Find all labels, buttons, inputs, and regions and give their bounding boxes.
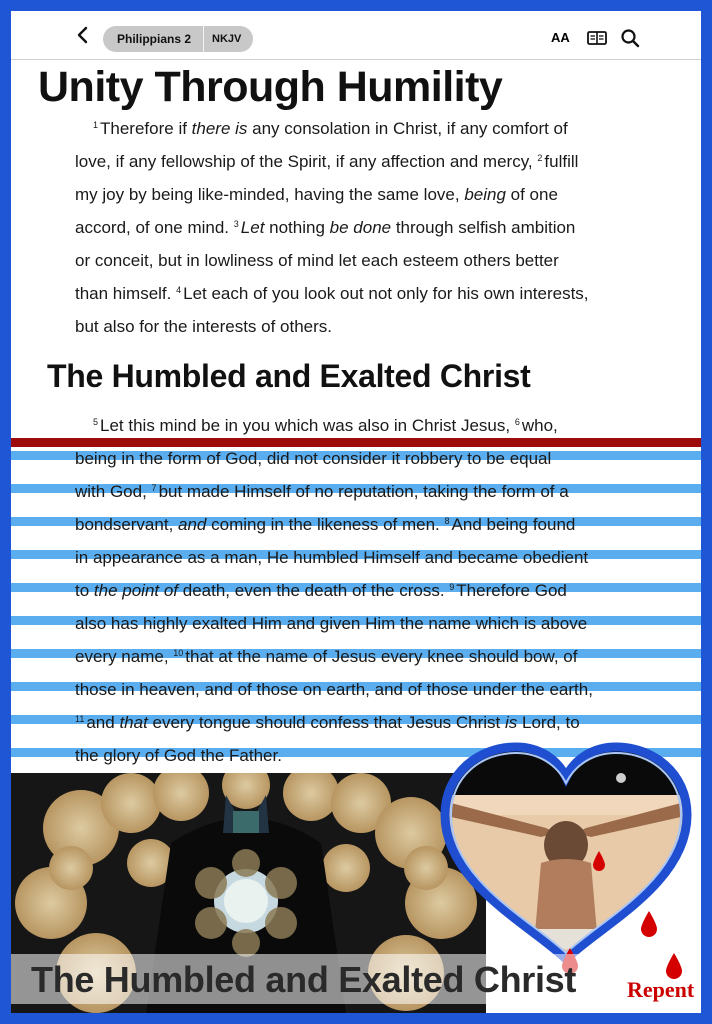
verse-text: than himself. [75,284,177,303]
verse-line [75,442,675,475]
verse-text: of one [505,185,558,204]
verse-number: 11 [75,714,85,724]
verse-text: that at the name of Jesus every knee should bow, of [185,647,578,666]
verse-text: bondservant, [75,515,179,534]
verse-text: And being found [451,515,576,534]
italic-text: Let [240,218,265,237]
verse-line [75,607,675,640]
verse-text: coming in the likeness of men. [206,515,445,534]
verse-line [75,277,675,310]
verse-text: but also for the interests of others. [75,317,333,336]
verse-number: 9 [449,582,455,592]
verse-number: 10 [173,648,184,658]
verse-text: who, [521,416,558,435]
verse-text: Let each of you look out not only for his own interests, [183,284,589,303]
italic-text: there is [191,119,248,138]
blood-drop-icon [638,909,660,939]
verse-line [75,178,675,211]
font-size-button[interactable]: AA [551,30,570,45]
italic-text: being [464,185,506,204]
verse-text: every tongue should confess that Jesus Christ [147,713,505,732]
verse-line [75,112,675,145]
search-icon[interactable] [619,27,641,49]
verse-number: 7 [151,483,157,493]
verse-number: 1 [93,120,99,130]
verse-line [75,640,675,673]
verse-text: fulfill [544,152,579,171]
verse-line [75,211,675,244]
verse-text: or conceit, but in lowliness of mind let each esteem others better [75,251,559,270]
verse-text: with God, [75,482,152,501]
book-chapter-button[interactable]: Philippians 2 [103,26,204,52]
heart-crucifix-image [431,733,701,971]
verse-text: being in the form of God, did not consider it robbery to be equal [75,449,552,468]
italic-text: and [178,515,207,534]
verse-line [75,244,675,277]
chevron-left-icon[interactable] [71,23,95,47]
verse-number: 2 [537,153,543,163]
verse-text: love, if any fellowship of the Spirit, if any affection and mercy, [75,152,538,171]
verse-line [75,574,675,607]
verse-text: the glory of God the Father. [75,746,282,765]
verse-text: my joy by being like-minded, having the same love, [75,185,465,204]
verse-number: 3 [233,219,239,229]
verse-text: to [75,581,94,600]
verse-number: 6 [514,417,520,427]
verse-line [75,541,675,574]
overlay-caption-title: The Humbled and Exalted Christ [31,959,577,1000]
verse-text: Therefore if [100,119,192,138]
repent-label: Repent [627,977,695,1002]
verse-number: 5 [93,417,99,427]
verse-text: Lord, to [517,713,580,732]
verse-text: through selfish ambition [391,218,576,237]
verse-text: but made Himself of no reputation, taking the form of a [158,482,569,501]
section-heading-unity: Unity Through Humility [38,63,503,111]
section-heading-humbled-christ: The Humbled and Exalted Christ [47,358,531,394]
passage-selector [103,26,253,52]
version-button[interactable]: NKJV [212,33,242,45]
verse-text: Therefore God [456,581,567,600]
italic-text: that [119,713,148,732]
verse-text: also has highly exalted Him and given Him the name which is above [75,614,588,633]
verse-text: those in heaven, and of those on earth, and of those under the earth, [75,680,593,699]
verse-number: 4 [176,285,182,295]
verse-line [75,310,675,343]
verse-line [75,508,675,541]
italic-text: is [505,713,518,732]
verse-text: in appearance as a man, He humbled Himself and became obedient [75,548,589,567]
top-nav-bar [11,11,701,60]
book-icon[interactable] [586,27,608,49]
verse-line [75,409,675,442]
verse-text: death, even the death of the cross. [178,581,450,600]
verse-text: accord, of one mind. [75,218,234,237]
paragraph-verses-5-11 [75,409,675,772]
page-frame [11,11,701,1013]
italic-text: be done [329,218,392,237]
verse-text: every name, [75,647,174,666]
italic-text: the point of [93,581,179,600]
verse-line [75,145,675,178]
verse-line [75,475,675,508]
verse-line [75,673,675,706]
paragraph-verses-1-4 [75,112,675,343]
verse-text: Let this mind be in you which was also in Christ Jesus, [100,416,515,435]
verse-text: nothing [264,218,330,237]
verse-number: 8 [444,516,450,526]
verse-text: any consolation in Christ, if any comfort of [247,119,568,138]
verse-text: and [86,713,120,732]
